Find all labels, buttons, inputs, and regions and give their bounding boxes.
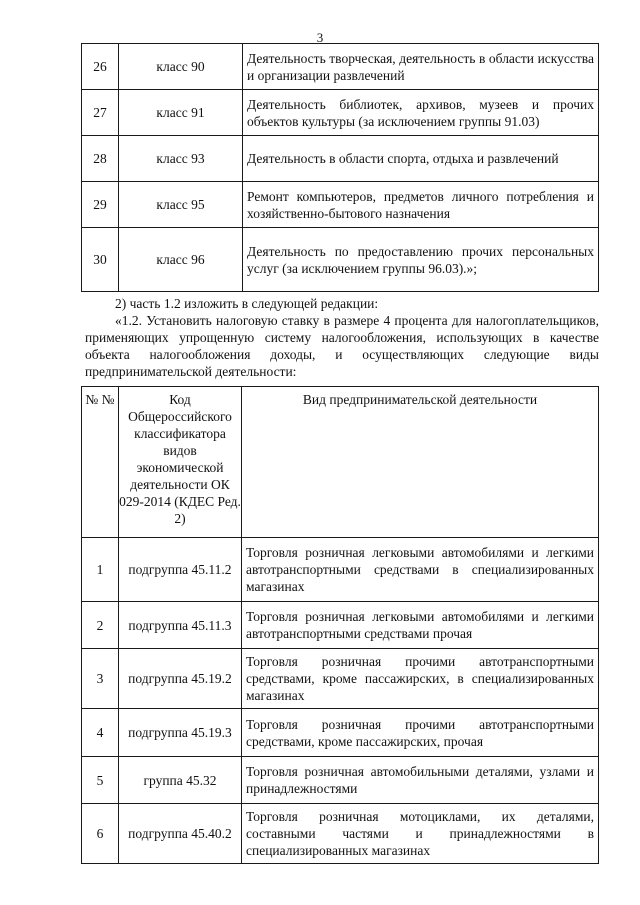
table-row bbox=[82, 602, 599, 649]
activity-description: Торговля розничная мотоциклами, их деталями, составными частями и принадлежностями в специализированных магазинах bbox=[242, 804, 599, 864]
okved-code: группа 45.32 bbox=[119, 757, 242, 804]
activity-description: Торговля розничная прочими автотранспортными средствами, кроме пассажирских, прочая bbox=[242, 709, 599, 757]
row-number: 27 bbox=[82, 90, 119, 136]
column-header-code: Код Общероссийского классификатора видов экономической деятельности ОК 029-2014 (КДЕС Ред. 2) bbox=[119, 387, 242, 538]
table-row bbox=[82, 90, 599, 136]
table-row bbox=[82, 538, 599, 602]
row-number: 6 bbox=[82, 804, 119, 864]
activity-description: Торговля розничная легковыми автомобилями и легкими автотранспортными средствами прочая bbox=[242, 602, 599, 649]
activity-description: Деятельность библиотек, архивов, музеев и прочих объектов культуры (за исключением группы 91.03) bbox=[243, 90, 599, 136]
row-number: 26 bbox=[82, 44, 119, 90]
activity-table bbox=[81, 386, 599, 864]
table-row bbox=[82, 649, 599, 709]
tax-rate-paragraph: «1.2. Установить налоговую ставку в размере 4 процента для налогоплательщиков, применяющих упрощенную систему налогообложения, использующих в качестве объекта налогообложения доходы, и осуществляющих следующие виды предпринимательской деятельности: bbox=[85, 313, 599, 379]
okved-code: подгруппа 45.19.2 bbox=[119, 649, 242, 709]
okved-code: подгруппа 45.40.2 bbox=[119, 804, 242, 864]
activity-table-continued bbox=[81, 43, 599, 292]
table-row bbox=[82, 44, 599, 90]
activity-description: Торговля розничная легковыми автомобилями и легкими автотранспортными средствами в специализированных магазинах bbox=[242, 538, 599, 602]
activity-description: Деятельность в области спорта, отдыха и развлечений bbox=[243, 136, 599, 182]
row-number: 4 bbox=[82, 709, 119, 757]
activity-description: Деятельность по предоставлению прочих персональных услуг (за исключением группы 96.03).»; bbox=[243, 228, 599, 292]
row-number: 2 bbox=[82, 602, 119, 649]
table-row bbox=[82, 757, 599, 804]
row-number: 3 bbox=[82, 649, 119, 709]
table-row bbox=[82, 136, 599, 182]
table-row bbox=[82, 228, 599, 292]
row-number: 1 bbox=[82, 538, 119, 602]
okved-code: подгруппа 45.11.2 bbox=[119, 538, 242, 602]
okved-code: класс 90 bbox=[119, 44, 243, 90]
row-number: 30 bbox=[82, 228, 119, 292]
column-header-activity: Вид предпринимательской деятельности bbox=[242, 387, 599, 538]
activity-description: Торговля розничная прочими автотранспортными средствами, кроме пассажирских, в специализированных магазинах bbox=[242, 649, 599, 709]
okved-code: класс 93 bbox=[119, 136, 243, 182]
amendment-paragraph: 2) часть 1.2 изложить в следующей редакции: bbox=[115, 296, 379, 311]
row-number: 29 bbox=[82, 182, 119, 228]
okved-code: класс 95 bbox=[119, 182, 243, 228]
okved-code: подгруппа 45.11.3 bbox=[119, 602, 242, 649]
row-number: 5 bbox=[82, 757, 119, 804]
column-header-number: № № bbox=[82, 387, 119, 538]
okved-code: подгруппа 45.19.3 bbox=[119, 709, 242, 757]
activity-description: Деятельность творческая, деятельность в области искусства и организации развлечений bbox=[243, 44, 599, 90]
table-row bbox=[82, 804, 599, 864]
table-header-row bbox=[82, 387, 599, 538]
okved-code: класс 96 bbox=[119, 228, 243, 292]
row-number: 28 bbox=[82, 136, 119, 182]
okved-code: класс 91 bbox=[119, 90, 243, 136]
table-row bbox=[82, 182, 599, 228]
page-number: 3 bbox=[316, 30, 324, 45]
activity-description: Торговля розничная автомобильными деталями, узлами и принадлежностями bbox=[242, 757, 599, 804]
table-row bbox=[82, 709, 599, 757]
activity-description: Ремонт компьютеров, предметов личного потребления и хозяйственно-бытового назначения bbox=[243, 182, 599, 228]
